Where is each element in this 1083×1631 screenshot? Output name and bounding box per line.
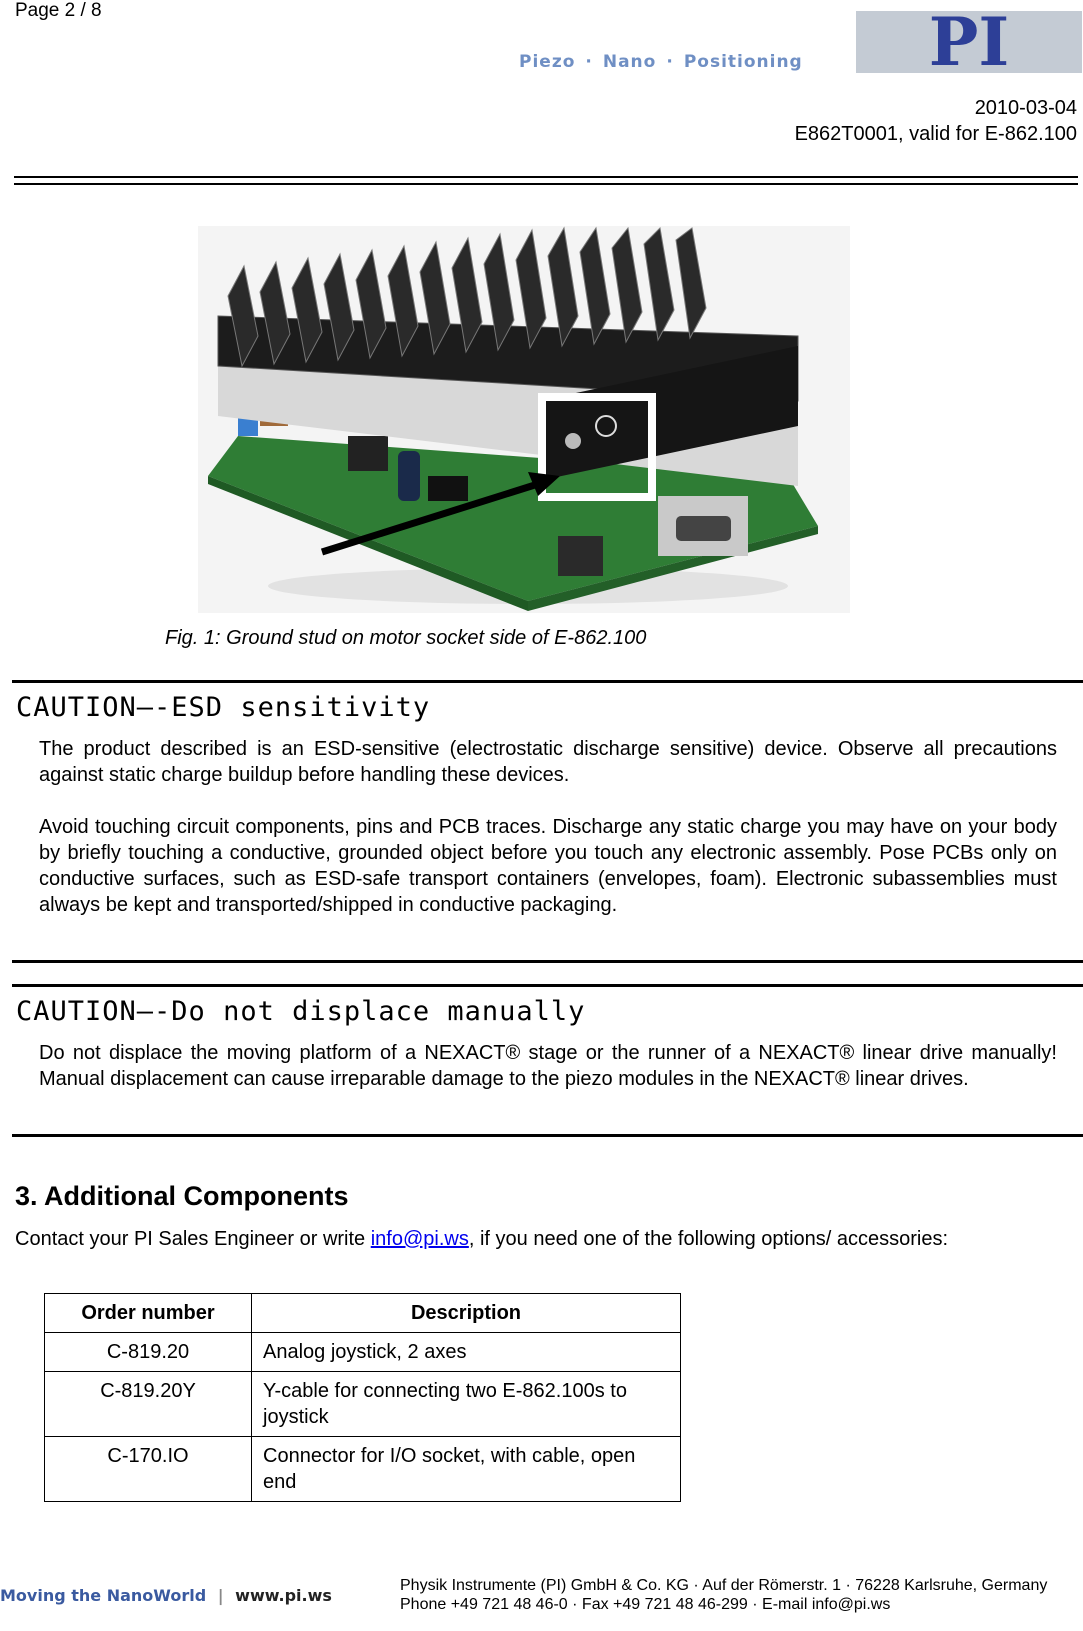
intro-text-before: Contact your PI Sales Engineer or write: [15, 1228, 371, 1250]
tagline: Piezo · Nano · Positioning: [519, 52, 803, 72]
table-row: [45, 1333, 681, 1372]
email-link[interactable]: info@pi.ws: [370, 1228, 469, 1250]
table-header-row: [45, 1294, 681, 1333]
column-header-description: Description: [252, 1294, 681, 1333]
intro-text-after: , if you need one of the following options/ accessories:: [468, 1228, 949, 1250]
column-header-order-number: Order number: [45, 1294, 252, 1333]
footer-address: Physik Instrumente (PI) GmbH & Co. KG · Auf der Römerstr. 1 · 76228 Karlsruhe, Germany: [400, 1577, 1048, 1594]
order-number-cell: C-819.20Y: [45, 1372, 252, 1437]
tagline-nano: Nano: [602, 52, 657, 72]
table-row: [45, 1437, 681, 1502]
pi-logo: PI: [928, 3, 1010, 81]
section-title: 3. Additional Components: [15, 1181, 349, 1211]
section-intro: [15, 1226, 1015, 1253]
order-number-cell: C-819.20: [45, 1333, 252, 1372]
caution-esd-box: [12, 680, 1083, 963]
document-date: 2010-03-04: [974, 97, 1077, 119]
footer-brand-slogan: Moving the NanoWorld: [0, 1586, 207, 1605]
figure-caption: Fig. 1: Ground stud on motor socket side of E-862.100: [165, 627, 647, 649]
caution-esd-title: CAUTION—-ESD sensitivity: [16, 692, 431, 723]
description-cell: Y-cable for connecting two E-862.100s to joystick: [252, 1372, 681, 1437]
description-cell: Connector for I/O socket, with cable, open end: [252, 1437, 681, 1502]
tagline-positioning: Positioning: [683, 52, 803, 72]
footer-website: www.pi.ws: [235, 1586, 332, 1605]
description-cell: Analog joystick, 2 axes: [252, 1333, 681, 1372]
footer-brand: Moving the NanoWorld | www.pi.ws: [0, 1586, 332, 1605]
tagline-piezo: Piezo: [519, 52, 576, 72]
footer-contact: Phone +49 721 48 46-0 · Fax +49 721 48 46-299 · E-mail info@pi.ws: [400, 1596, 891, 1613]
page-number: Page 2 / 8: [15, 0, 102, 21]
caution-displace-box: [12, 984, 1083, 1137]
header-divider: [14, 176, 1078, 185]
document-id: E862T0001, valid for E-862.100: [794, 123, 1077, 145]
caution-displace-para-1: Do not displace the moving platform of a NEXACT® stage or the runner of a NEXACT® linear drive manually! Manual displacement can cause irreparable damage to the piezo modules in the NEXACT® linear drives.: [39, 1042, 1057, 1090]
device-photo: [198, 226, 850, 613]
caution-displace-title: CAUTION—-Do not displace manually: [16, 996, 586, 1027]
caution-esd-para-1: The product described is an ESD-sensitive (electrostatic discharge sensitive) device. Observe all precautions against static charge buildup before handling these devices.: [39, 738, 1057, 786]
table-row: [45, 1372, 681, 1437]
order-number-cell: C-170.IO: [45, 1437, 252, 1502]
accessories-table: [44, 1293, 681, 1502]
caution-esd-para-2: Avoid touching circuit components, pins and PCB traces. Discharge any static charge you may have on your body by briefly touching a conductive, grounded object before you touch any electronic assembly. Pose PCBs only on conductive surfaces, such as ESD-safe transport containers (envelopes, foam). Electronic subassemblies must always be kept and transported/shipped in conductive packaging.: [39, 816, 1057, 916]
